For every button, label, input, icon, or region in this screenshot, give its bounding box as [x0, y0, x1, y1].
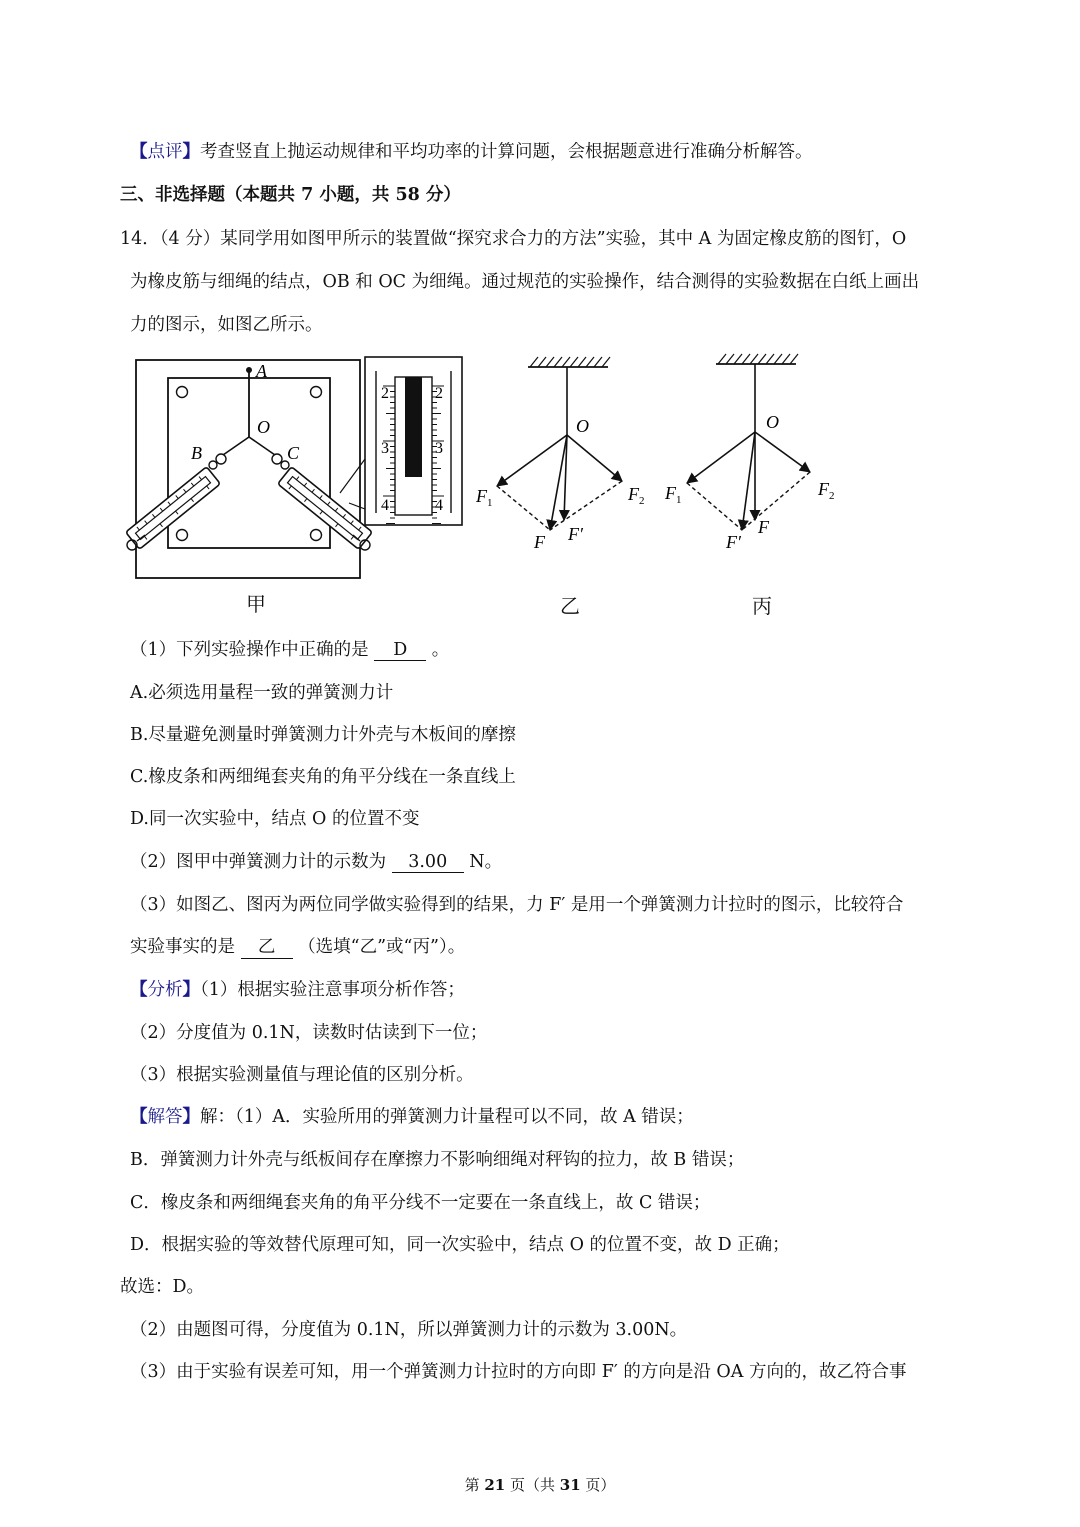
label-o: O — [766, 412, 779, 432]
review-bracket-close: 】 — [182, 142, 200, 162]
label-f1: $F_1$ — [476, 486, 493, 509]
string-oc — [249, 437, 275, 455]
label-c: C — [287, 443, 300, 463]
sub1-suffix: 。 — [431, 640, 450, 660]
label-b: B — [191, 443, 202, 463]
spring-balance-left — [126, 467, 221, 550]
footer-mid: 页（共 — [505, 1476, 560, 1494]
scale-tick-label-right: 4 — [435, 497, 443, 514]
sub1-prefix: （1）下列实验操作中正确的是 — [130, 640, 369, 660]
option-b: B.尽量避免测量时弹簧测力计外壳与木板间的摩擦 — [130, 725, 516, 745]
solution-line-2: B．弹簧测力计外壳与纸板间存在摩擦力不影响细绳对秤钩的拉力，故 B 错误； — [130, 1150, 745, 1170]
sub2-suffix: N。 — [469, 852, 503, 872]
scale-tick-label-right: 3 — [435, 440, 443, 457]
sub1-answer: D — [374, 640, 426, 661]
corner-pin — [177, 387, 188, 398]
arrow-f1 — [687, 432, 755, 483]
hook-c — [272, 454, 282, 464]
solution-line-1 — [130, 1103, 694, 1128]
figure-yi — [470, 350, 660, 560]
section-title: 三、非选择题（本题共 7 小题，共 58 分） — [120, 185, 461, 205]
caption-bing: 丙 — [752, 594, 772, 618]
spring-balance-right — [278, 467, 373, 550]
q14-line-2: 为橡皮筋与细绳的结点，OB 和 OC 为细绳。通过规范的实验操作，结合测得的实验数据在白纸上画出 — [130, 272, 920, 292]
q14-line-3: 力的图示，如图乙所示。 — [130, 315, 323, 335]
scale-tick-label-left: 4 — [381, 497, 389, 514]
sub2-prefix: （2）图甲中弹簧测力计的示数为 — [130, 852, 387, 872]
q14-line-1: 14．（4 分）某同学用如图甲所示的装置做“探究求合力的方法”实验，其中 A 为固定橡皮筋的图钉，O — [120, 229, 907, 249]
option-a: A.必须选用量程一致的弹簧测力计 — [130, 683, 394, 703]
figure-jia — [125, 355, 470, 585]
solution-line-4: D．根据实验的等效替代原理可知，同一次实验中，结点 O 的位置不变，故 D 正确； — [130, 1235, 790, 1255]
analysis-text-1: （1）根据实验注意事项分析作答； — [200, 980, 465, 1000]
corner-pin — [177, 530, 188, 541]
label-f2: $F_2$ — [818, 479, 835, 502]
hook-b — [216, 454, 226, 464]
solution-line-3: C．橡皮条和两细绳套夹角的角平分线不一定要在一条直线上，故 C 错误； — [130, 1193, 711, 1213]
label-f: F — [534, 532, 545, 552]
arrow-f2 — [755, 432, 810, 472]
label-f-prime: F′ — [568, 524, 583, 544]
label-a: A — [256, 361, 267, 381]
ceiling-hatch — [718, 354, 798, 364]
ceiling-hatch — [530, 357, 610, 367]
analysis-line-3: （3）根据实验测量值与理论值的区别分析。 — [130, 1065, 474, 1085]
parallelogram-edge — [687, 483, 742, 530]
label-o: O — [576, 416, 589, 436]
review-line — [130, 138, 813, 163]
caption-jia: 甲 — [246, 592, 266, 616]
scale-tick-label-right: 2 — [435, 385, 443, 402]
label-f1: $F_1$ — [665, 483, 682, 506]
parallelogram-edge — [497, 486, 550, 530]
arrow-f-prime — [742, 432, 755, 530]
sub3-line-1: （3）如图乙、图丙为两位同学做实验得到的结果，力 F′ 是用一个弹簧测力计拉时的图示，比较符合 — [130, 895, 904, 915]
arrow-f1 — [497, 435, 567, 486]
analysis-line-1 — [130, 976, 465, 1001]
analysis-bracket-open: 【 — [130, 980, 148, 1000]
label-f2: $F_2$ — [628, 484, 645, 507]
parallelogram-edge — [742, 472, 810, 530]
caption-yi: 乙 — [560, 594, 580, 618]
solution-text-1: 解：（1）A．实验所用的弹簧测力计量程可以不同，故 A 错误； — [200, 1107, 694, 1127]
page-footer — [0, 1474, 1080, 1495]
sub3-suffix: （选填“乙”或“丙”）。 — [298, 937, 466, 957]
sub3-prefix: 实验事实的是 — [130, 937, 235, 957]
scale-pointer-bar — [405, 377, 422, 477]
footer-page-number: 21 — [484, 1476, 506, 1494]
solution-line-5: 故选：D。 — [120, 1277, 205, 1297]
leader-line — [340, 459, 365, 493]
sub2-answer: 3.00 — [392, 852, 464, 873]
sub3-line-2 — [130, 933, 465, 959]
solution-line-7: （3）由于实验有误差可知，用一个弹簧测力计拉时的方向即 F′ 的方向是沿 OA 方向的，故乙符合事 — [130, 1362, 907, 1382]
option-c: C.橡皮条和两细绳套夹角的角平分线在一条直线上 — [130, 767, 516, 787]
string-ob — [223, 437, 249, 455]
label-o: O — [257, 417, 270, 437]
sub2-line — [130, 848, 502, 873]
footer-pre: 第 — [464, 1476, 485, 1494]
sub3-answer: 乙 — [241, 933, 293, 959]
figure-bing — [660, 345, 850, 560]
review-text: 考查竖直上抛运动规律和平均功率的计算问题，会根据题意进行准确分析解答。 — [200, 142, 813, 162]
footer-total-pages: 31 — [559, 1476, 581, 1494]
label-f: F — [758, 517, 769, 537]
corner-pin — [311, 530, 322, 541]
solution-bracket-open: 【 — [130, 1107, 148, 1127]
review-label: 点评 — [147, 142, 183, 162]
analysis-label: 分析 — [147, 980, 183, 1000]
analysis-bracket-close: 】 — [182, 980, 200, 1000]
label-f-prime: F′ — [726, 532, 741, 552]
scale-tick-label-left: 3 — [381, 440, 389, 457]
scale-tick-label-left: 2 — [381, 385, 389, 402]
leader-line — [349, 503, 365, 509]
arrow-f2 — [567, 435, 622, 481]
solution-bracket-close: 】 — [182, 1107, 200, 1127]
ring-b — [209, 461, 217, 469]
analysis-line-2: （2）分度值为 0.1N，读数时估读到下一位； — [130, 1023, 488, 1043]
footer-post: 页） — [580, 1476, 616, 1494]
parallelogram-edge — [550, 481, 622, 530]
sub1-line — [130, 636, 449, 661]
review-bracket-open: 【 — [130, 142, 148, 162]
corner-pin — [311, 387, 322, 398]
option-d: D.同一次实验中，结点 O 的位置不变 — [130, 809, 420, 829]
board-outer — [136, 360, 360, 578]
solution-label: 解答 — [147, 1107, 183, 1127]
solution-line-6: （2）由题图可得，分度值为 0.1N，所以弹簧测力计的示数为 3.00N。 — [130, 1320, 688, 1340]
